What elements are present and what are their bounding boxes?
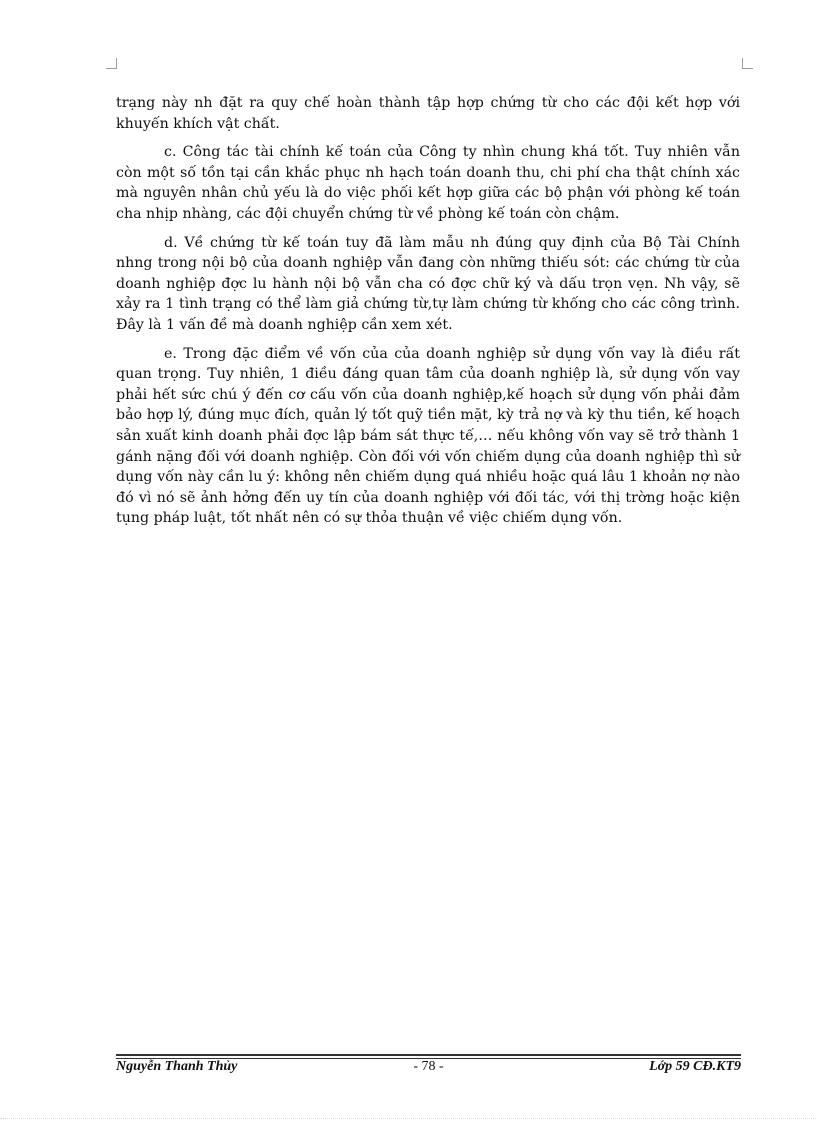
paragraph-continuation: trạng này nh đặt ra quy chế hoàn thành tập hợp chứng từ cho các đội kết hợp với khuyến khích vật chất. [116, 95, 740, 132]
margin-corner-mark-left [106, 58, 117, 69]
footer-divider-thick [116, 1054, 741, 1056]
paragraph-e: e. Trong đặc điểm về vốn của của doanh nghiệp sử dụng vốn vay là điều rất quan trọng. Tuy nhiên, 1 điều đáng quan tâm của doanh nghiệp là, sử dụng vốn vay phải hết sức chú ý đến cơ cấu vốn của doanh nghiệp,kế hoạch sử dụng vốn phải đảm bảo hợp lý, đúng mục đích, quản lý tốt quỹ tiền mặt, kỳ trả nợ và kỳ thu tiền, kế hoạch sản xuất kinh doanh phải đợc lập bám sát thực tế,… nếu không vốn vay sẽ trở thành 1 gánh nặng đối với doanh nghiệp. Còn đối với vốn chiếm dụng của doanh nghiệp thì sử dụng vốn này cần lu ý: không nên chiếm dụng quá nhiều hoặc quá lâu 1 khoản nợ nào đó vì nó sẽ ảnh hởng đến uy tín của doanh nghiệp với đối tác, với thị trờng hoặc kiện tụng pháp luật, tốt nhất nên có sự thỏa thuận về việc chiếm dụng vốn. [116, 345, 740, 527]
margin-corner-mark-right [742, 58, 753, 69]
page-footer [116, 1059, 741, 1079]
paragraph-c: c. Công tác tài chính kế toán của Công ty nhìn chung khá tốt. Tuy nhiên vẫn còn một số tồn tại cần khắc phục nh hạch toán doanh thu, chi phí cha thật chính xác mà nguyên nhân chủ yếu là do việc phối kết hợp giữa các bộ phận với phòng kế toán cha nhịp nhàng, các đội chuyển chứng từ về phòng kế toán còn chậm. [116, 144, 740, 222]
footer-class-label: Lớp 59 CĐ.KT9 [649, 1059, 741, 1074]
paragraph-d: d. Về chứng từ kế toán tuy đã làm mẫu nh đúng quy định của Bộ Tài Chính nhng trong nội bộ của doanh nghiệp vẫn đang còn những thiếu sót: các chứng từ của doanh nghiệp đợc lu hành nội bộ vẫn cha có đợc chữ ký và dấu trọn vẹn. Nh vậy, sẽ xảy ra 1 tình trạng có thể làm giả chứng từ,tự làm chứng từ khống cho các công trình. Đây là 1 vấn đề mà doanh nghiệp cần xem xét. [116, 234, 740, 333]
footer-author: Nguyễn Thanh Thủy [116, 1059, 238, 1074]
document-body [116, 93, 740, 537]
footer-page-number: - 78 - [413, 1059, 444, 1074]
page-bottom-edge [0, 1118, 816, 1119]
